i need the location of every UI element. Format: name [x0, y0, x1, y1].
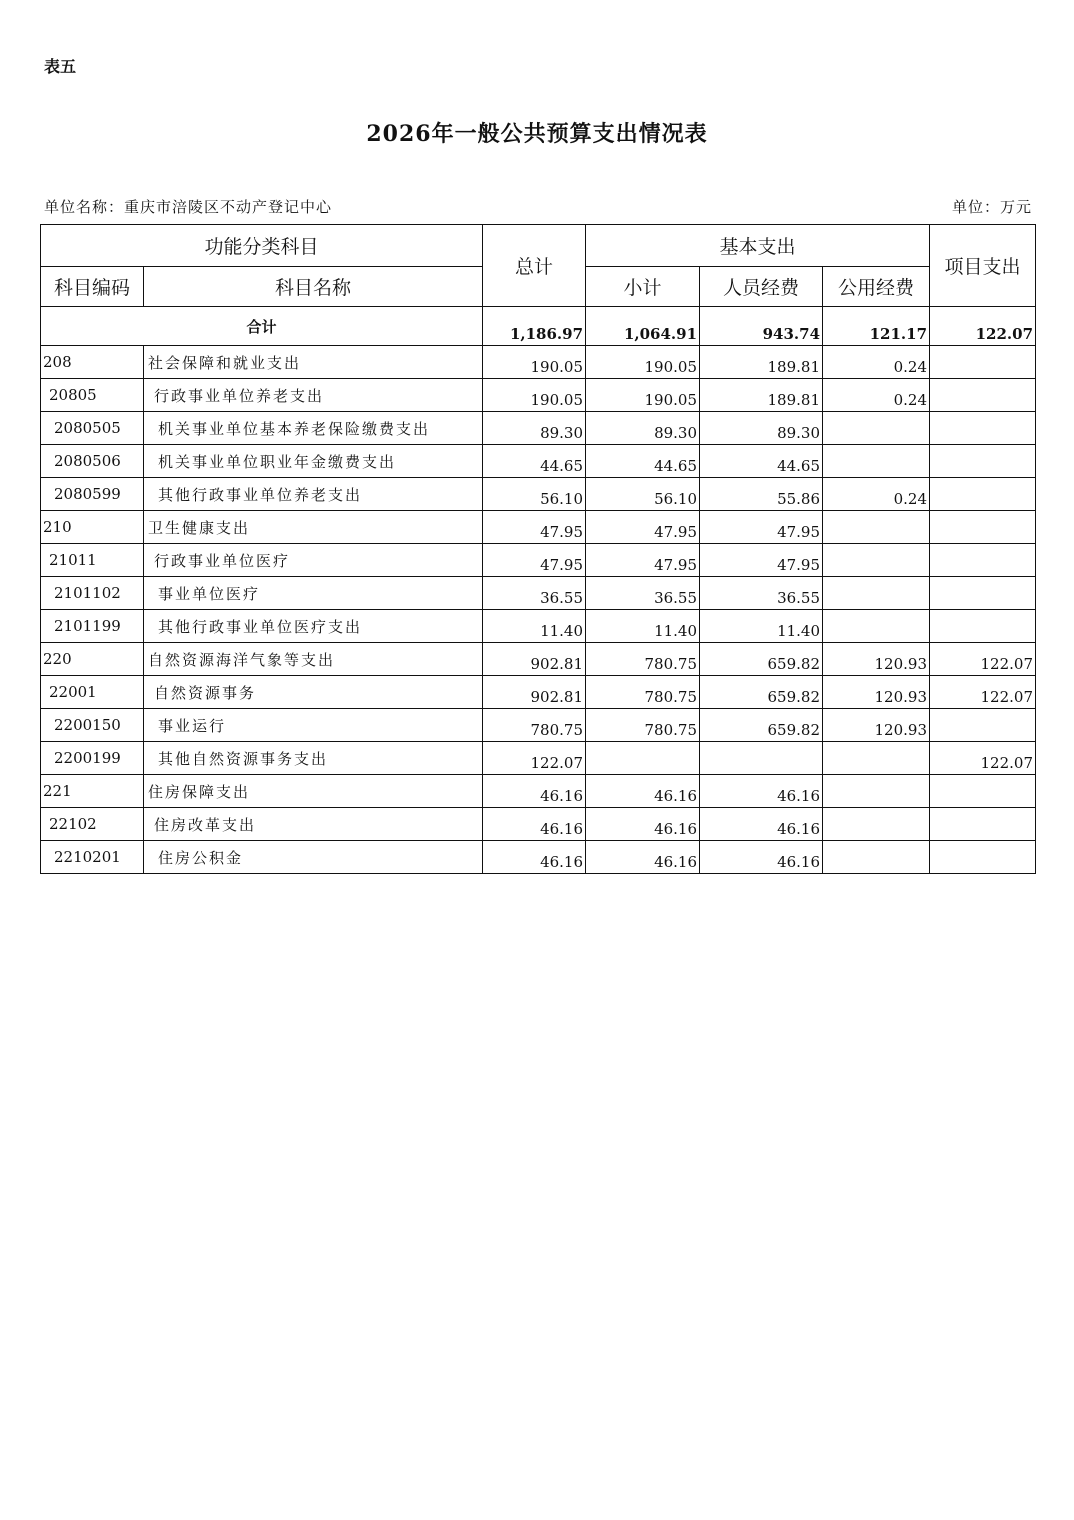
- table-row: [41, 478, 1036, 511]
- table-row: [41, 709, 1036, 742]
- row-personnel: 36.55: [700, 577, 823, 610]
- row-name: 事业运行: [144, 709, 483, 742]
- row-code: 2080506: [41, 445, 144, 478]
- budget-table: [40, 224, 1036, 874]
- row-total: 190.05: [483, 346, 586, 379]
- row-project: [930, 445, 1036, 478]
- total-project: 122.07: [930, 307, 1036, 346]
- row-code: 2101199: [41, 610, 144, 643]
- row-subtotal: 44.65: [586, 445, 700, 478]
- row-total: 56.10: [483, 478, 586, 511]
- row-project: [930, 775, 1036, 808]
- header-subtotal: 小计: [586, 267, 700, 307]
- row-total: 36.55: [483, 577, 586, 610]
- row-name: 自然资源海洋气象等支出: [144, 643, 483, 676]
- row-name: 事业单位医疗: [144, 577, 483, 610]
- row-personnel: 659.82: [700, 709, 823, 742]
- row-personnel: 47.95: [700, 544, 823, 577]
- row-code: 2210201: [41, 841, 144, 874]
- row-total: 46.16: [483, 808, 586, 841]
- table-row: [41, 544, 1036, 577]
- row-code: 221: [41, 775, 144, 808]
- table-row: [41, 808, 1036, 841]
- page-title: 2026年一般公共预算支出情况表: [366, 121, 708, 147]
- row-name: 机关事业单位基本养老保险缴费支出: [144, 412, 483, 445]
- row-public: [823, 544, 930, 577]
- row-personnel: 659.82: [700, 676, 823, 709]
- header-public: 公用经费: [823, 267, 930, 307]
- row-code: 2080599: [41, 478, 144, 511]
- row-public: [823, 412, 930, 445]
- row-code: 2200150: [41, 709, 144, 742]
- row-personnel: 89.30: [700, 412, 823, 445]
- row-project: [930, 577, 1036, 610]
- header-personnel: 人员经费: [700, 267, 823, 307]
- table-row: [41, 511, 1036, 544]
- table-row: [41, 346, 1036, 379]
- row-code: 210: [41, 511, 144, 544]
- row-name: 卫生健康支出: [144, 511, 483, 544]
- row-project: [930, 841, 1036, 874]
- row-project: [930, 511, 1036, 544]
- row-name: 自然资源事务: [144, 676, 483, 709]
- row-subtotal: 190.05: [586, 346, 700, 379]
- row-public: 0.24: [823, 346, 930, 379]
- row-public: 120.93: [823, 709, 930, 742]
- row-project: [930, 544, 1036, 577]
- row-code: 2101102: [41, 577, 144, 610]
- row-project: [930, 808, 1036, 841]
- row-name: 其他自然资源事务支出: [144, 742, 483, 775]
- total-subtotal: 1,064.91: [586, 307, 700, 346]
- header-basic: 基本支出: [586, 225, 930, 267]
- table-row: [41, 379, 1036, 412]
- row-total: 902.81: [483, 676, 586, 709]
- row-name: 行政事业单位医疗: [144, 544, 483, 577]
- header-name: 科目名称: [144, 267, 483, 307]
- row-subtotal: 36.55: [586, 577, 700, 610]
- row-total: 190.05: [483, 379, 586, 412]
- row-public: 0.24: [823, 478, 930, 511]
- row-public: [823, 577, 930, 610]
- row-personnel: 44.65: [700, 445, 823, 478]
- row-public: 120.93: [823, 643, 930, 676]
- row-personnel: [700, 742, 823, 775]
- row-subtotal: 47.95: [586, 544, 700, 577]
- total-personnel: 943.74: [700, 307, 823, 346]
- table-row: [41, 610, 1036, 643]
- row-total: 122.07: [483, 742, 586, 775]
- table-row: [41, 742, 1036, 775]
- row-subtotal: 56.10: [586, 478, 700, 511]
- row-code: 2200199: [41, 742, 144, 775]
- row-name: 住房公积金: [144, 841, 483, 874]
- row-code: 2080505: [41, 412, 144, 445]
- row-total: 47.95: [483, 511, 586, 544]
- header-project: 项目支出: [930, 225, 1036, 307]
- total-public: 121.17: [823, 307, 930, 346]
- table-row: [41, 577, 1036, 610]
- row-public: [823, 808, 930, 841]
- row-name: 住房保障支出: [144, 775, 483, 808]
- row-subtotal: 46.16: [586, 775, 700, 808]
- row-public: [823, 775, 930, 808]
- row-total: 780.75: [483, 709, 586, 742]
- header-total: 总计: [483, 225, 586, 307]
- row-subtotal: 11.40: [586, 610, 700, 643]
- row-project: [930, 478, 1036, 511]
- header-function-category: 功能分类科目: [41, 225, 483, 267]
- row-subtotal: [586, 742, 700, 775]
- unit-label: 单位：万元: [951, 198, 1032, 216]
- table-row: [41, 775, 1036, 808]
- row-code: 20805: [41, 379, 144, 412]
- row-project: 122.07: [930, 643, 1036, 676]
- row-personnel: 659.82: [700, 643, 823, 676]
- row-name: 机关事业单位职业年金缴费支出: [144, 445, 483, 478]
- row-project: [930, 346, 1036, 379]
- total-row: [41, 307, 1036, 346]
- row-personnel: 46.16: [700, 841, 823, 874]
- row-personnel: 189.81: [700, 346, 823, 379]
- row-name: 行政事业单位养老支出: [144, 379, 483, 412]
- row-name: 其他行政事业单位医疗支出: [144, 610, 483, 643]
- row-code: 208: [41, 346, 144, 379]
- row-total: 89.30: [483, 412, 586, 445]
- row-total: 11.40: [483, 610, 586, 643]
- table-label: 表五: [44, 57, 77, 76]
- row-project: [930, 379, 1036, 412]
- row-personnel: 46.16: [700, 808, 823, 841]
- header-code: 科目编码: [41, 267, 144, 307]
- row-subtotal: 780.75: [586, 676, 700, 709]
- table-row: [41, 445, 1036, 478]
- row-code: 22001: [41, 676, 144, 709]
- row-name: 其他行政事业单位养老支出: [144, 478, 483, 511]
- row-total: 46.16: [483, 775, 586, 808]
- row-public: 0.24: [823, 379, 930, 412]
- table-row: [41, 676, 1036, 709]
- row-subtotal: 89.30: [586, 412, 700, 445]
- total-label: 合计: [41, 307, 483, 346]
- table-row: [41, 412, 1036, 445]
- row-public: [823, 742, 930, 775]
- row-personnel: 11.40: [700, 610, 823, 643]
- table-row: [41, 841, 1036, 874]
- row-subtotal: 190.05: [586, 379, 700, 412]
- row-public: [823, 445, 930, 478]
- row-subtotal: 780.75: [586, 709, 700, 742]
- row-name: 住房改革支出: [144, 808, 483, 841]
- row-subtotal: 780.75: [586, 643, 700, 676]
- row-public: 120.93: [823, 676, 930, 709]
- row-public: [823, 841, 930, 874]
- row-code: 220: [41, 643, 144, 676]
- row-subtotal: 46.16: [586, 808, 700, 841]
- row-public: [823, 511, 930, 544]
- total-total: 1,186.97: [483, 307, 586, 346]
- row-total: 44.65: [483, 445, 586, 478]
- row-public: [823, 610, 930, 643]
- row-total: 47.95: [483, 544, 586, 577]
- unit-name: 单位名称：重庆市涪陵区不动产登记中心: [44, 198, 333, 216]
- row-name: 社会保障和就业支出: [144, 346, 483, 379]
- row-project: [930, 610, 1036, 643]
- row-personnel: 55.86: [700, 478, 823, 511]
- row-project: 122.07: [930, 676, 1036, 709]
- row-code: 21011: [41, 544, 144, 577]
- row-total: 46.16: [483, 841, 586, 874]
- row-subtotal: 46.16: [586, 841, 700, 874]
- row-project: [930, 709, 1036, 742]
- row-project: 122.07: [930, 742, 1036, 775]
- row-personnel: 189.81: [700, 379, 823, 412]
- table-row: [41, 643, 1036, 676]
- row-personnel: 46.16: [700, 775, 823, 808]
- row-personnel: 47.95: [700, 511, 823, 544]
- row-total: 902.81: [483, 643, 586, 676]
- row-subtotal: 47.95: [586, 511, 700, 544]
- row-project: [930, 412, 1036, 445]
- row-code: 22102: [41, 808, 144, 841]
